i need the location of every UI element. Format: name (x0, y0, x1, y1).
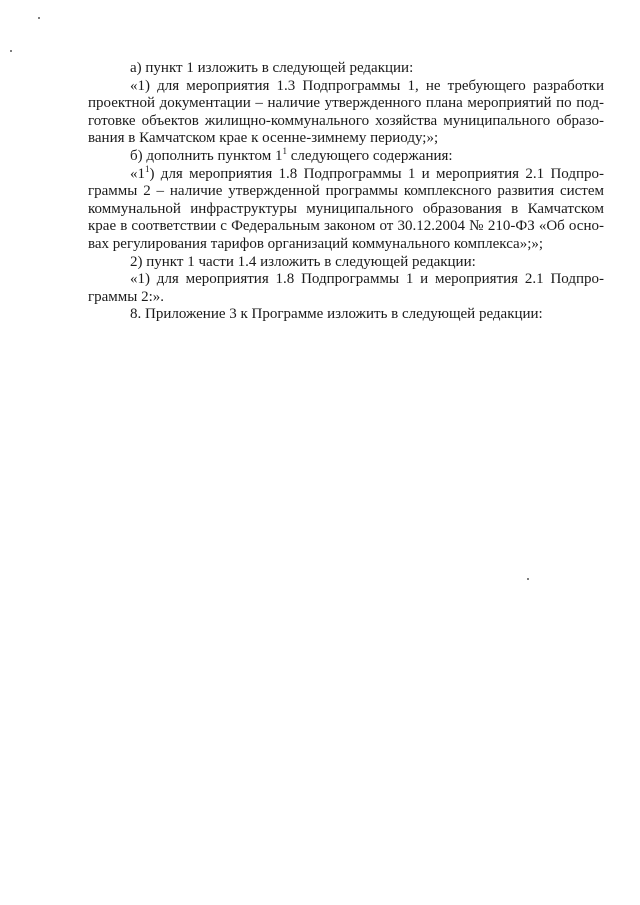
text-line: коммунальной инфраструктуры муниципального образования в Камчатском (88, 200, 604, 217)
text-line: 2) пункт 1 части 1.4 изложить в следующей редакции: (130, 253, 476, 270)
text-line (88, 163, 604, 184)
text-segment: «1 (130, 165, 145, 182)
scan-speck (38, 17, 40, 19)
text-segment: б) дополнить пунктом 1 (130, 147, 283, 164)
paragraph-amend-point-1 (88, 60, 604, 78)
text-line: граммы 2 – наличие утвержденной программы комплексного развития систем (88, 183, 604, 200)
text-line: «1) для мероприятия 1.3 Подпрограммы 1, не требующего разработки (130, 77, 604, 94)
paragraph-amend-part-1-4 (88, 254, 604, 272)
text-line (88, 145, 604, 166)
text-line: вах регулирования тарифов организаций коммунального комплекса»;»; (88, 235, 544, 252)
paragraph-point-1-new-text (88, 78, 604, 148)
text-line: 8. Приложение 3 к Программе изложить в следующей редакции: (130, 306, 543, 323)
text-line: вания в Камчатском крае к осенне-зимнему периоду;»; (88, 130, 439, 147)
text-line: «1) для мероприятия 1.8 Подпрограммы 1 и мероприятия 2.1 Подпро- (130, 271, 604, 288)
superscript: 1 (282, 145, 287, 156)
document-body (88, 60, 604, 324)
text-line: готовке объектов жилищно-коммунального хозяйства муниципального образо- (88, 112, 604, 129)
scan-speck (10, 50, 12, 52)
paragraph-point-1-1-text (88, 163, 604, 254)
superscript: 1 (145, 163, 150, 174)
text-segment: ) для мероприятия 1.8 Подпрограммы 1 и мероприятия 2.1 Подпро- (149, 165, 604, 182)
paragraph-appendix-3 (88, 306, 604, 324)
text-segment: следующего содержания: (286, 147, 453, 164)
paragraph-add-point-1-1 (88, 145, 604, 166)
text-line: крае в соответствии с Федеральным законом от 30.12.2004 № 210-ФЗ «Об осно- (88, 218, 604, 235)
scan-speck (527, 578, 529, 580)
text-line: проектной документации – наличие утвержденного плана мероприятий по под- (88, 95, 604, 112)
text-line: граммы 2:». (88, 288, 165, 305)
text-line: а) пункт 1 изложить в следующей редакции: (130, 60, 414, 76)
paragraph-part-1-4-new-text (88, 271, 604, 306)
